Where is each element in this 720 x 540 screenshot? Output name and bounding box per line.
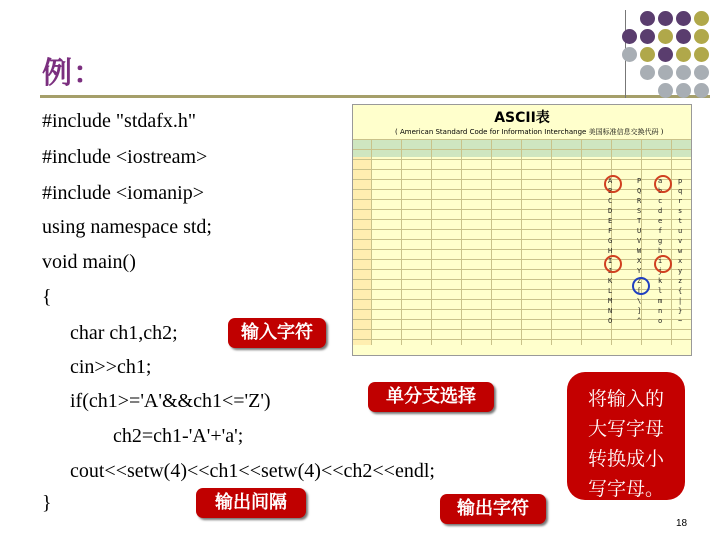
decor-dot — [658, 47, 673, 62]
ascii-cell: s — [678, 207, 683, 215]
ascii-cell: D — [608, 207, 613, 215]
ascii-cell: S — [637, 207, 642, 215]
ascii-cell: N — [608, 307, 613, 315]
note-line: 将输入的 — [587, 388, 664, 410]
page-number: 18 — [676, 518, 688, 529]
ascii-cell: i — [658, 257, 663, 265]
callout-output-char: 输出字符 — [440, 494, 546, 524]
code-line: } — [42, 492, 52, 514]
ascii-cell: b — [658, 187, 663, 195]
ascii-cell: z — [678, 277, 683, 285]
ascii-cell: f — [658, 227, 663, 235]
ascii-cell: k — [658, 277, 663, 285]
ascii-cell: v — [678, 237, 683, 245]
code-line: { — [42, 286, 52, 308]
ascii-cell: B — [608, 187, 613, 195]
code-line: using namespace std; — [42, 216, 212, 238]
decor-dot — [676, 29, 691, 44]
ascii-cell: K — [608, 277, 613, 285]
decor-dot — [676, 11, 691, 26]
ascii-cell: X — [637, 257, 642, 265]
ascii-cell: G — [608, 237, 613, 245]
ascii-cell: J — [608, 267, 613, 275]
ascii-cell: | — [678, 297, 683, 305]
decor-dot — [694, 47, 709, 62]
ascii-cell: r — [678, 197, 683, 205]
decor-dot — [694, 11, 709, 26]
highlight-circle-a — [654, 175, 672, 193]
ascii-cell: y — [678, 267, 683, 275]
ascii-grid-col — [461, 139, 462, 345]
ascii-cell: ] — [637, 307, 642, 315]
ascii-cell: } — [678, 307, 683, 315]
ascii-grid-col — [581, 139, 582, 345]
code-line: if(ch1>='A'&&ch1<='Z') — [70, 390, 271, 412]
highlight-circle-A — [604, 175, 622, 193]
ascii-cell: L — [608, 287, 613, 295]
explanation-note — [567, 372, 685, 500]
decor-dot — [658, 65, 673, 80]
ascii-cell: p — [678, 177, 683, 185]
highlight-circle-Z — [632, 277, 650, 295]
ascii-cell: m — [658, 297, 663, 305]
decor-dot — [640, 47, 655, 62]
ascii-grid-col — [431, 139, 432, 345]
code-line: #include "stdafx.h" — [42, 110, 197, 132]
code-line: cin>>ch1; — [70, 356, 152, 378]
ascii-cell: n — [658, 307, 663, 315]
code-line: #include <iostream> — [42, 146, 208, 168]
ascii-cell: Y — [637, 267, 642, 275]
code-line: char ch1,ch2; — [70, 322, 178, 344]
ascii-cell: P — [637, 177, 642, 185]
decor-dot — [676, 83, 691, 98]
ascii-cell: W — [637, 247, 642, 255]
decor-dot — [640, 29, 655, 44]
callout-input-char: 输入字符 — [228, 318, 326, 348]
ascii-cell: H — [608, 247, 613, 255]
highlight-circle-h — [654, 255, 672, 273]
ascii-cell: t — [678, 217, 683, 225]
ascii-grid-col — [671, 139, 672, 345]
callout-output-spacing: 输出间隔 — [196, 488, 306, 518]
ascii-cell: w — [678, 247, 683, 255]
ascii-cell: g — [658, 237, 663, 245]
ascii-cell: V — [637, 237, 642, 245]
ascii-cell: { — [678, 287, 683, 295]
ascii-cell: x — [678, 257, 683, 265]
code-line: ch2=ch1-'A'+'a'; — [113, 425, 244, 447]
ascii-grid-col — [551, 139, 552, 345]
ascii-cell: ^ — [637, 317, 642, 325]
ascii-cell: Q — [637, 187, 642, 195]
ascii-cell: h — [658, 247, 663, 255]
ascii-cell: \ — [637, 297, 642, 305]
decor-dot — [622, 29, 637, 44]
ascii-table-title: ASCII表 — [494, 110, 550, 126]
title-underline — [40, 95, 710, 98]
decor-dot — [658, 29, 673, 44]
decor-dot — [640, 11, 655, 26]
decor-dot — [676, 65, 691, 80]
note-line: 转换成小 — [587, 448, 664, 470]
ascii-cell: l — [658, 287, 663, 295]
ascii-cell: c — [658, 197, 663, 205]
ascii-cell: F — [608, 227, 613, 235]
ascii-cell: o — [658, 317, 663, 325]
ascii-cell: Z — [637, 277, 642, 285]
code-line: #include <iomanip> — [42, 182, 204, 204]
ascii-cell: U — [637, 227, 642, 235]
ascii-table-image — [352, 104, 692, 356]
ascii-cell: M — [608, 297, 613, 305]
ascii-grid-col — [491, 139, 492, 345]
highlight-circle-H — [604, 255, 622, 273]
ascii-cell: ~ — [678, 317, 683, 325]
ascii-cell: C — [608, 197, 613, 205]
callout-single-branch: 单分支选择 — [368, 382, 494, 412]
ascii-grid-col — [371, 139, 372, 345]
slide-title: 例： — [42, 56, 104, 91]
ascii-cell: a — [658, 177, 663, 185]
decor-dot — [676, 47, 691, 62]
ascii-cell: u — [678, 227, 683, 235]
code-line: cout<<setw(4)<<ch1<<setw(4)<<ch2<<endl; — [70, 460, 435, 482]
ascii-cell: q — [678, 187, 683, 195]
ascii-cell: T — [637, 217, 642, 225]
ascii-cell: I — [608, 257, 613, 265]
note-line: 写字母。 — [587, 478, 664, 500]
note-line: 大写字母 — [587, 418, 664, 440]
ascii-cell: R — [637, 197, 642, 205]
ascii-cell: d — [658, 207, 663, 215]
decor-dot — [658, 83, 673, 98]
ascii-cell: e — [658, 217, 663, 225]
ascii-cell: j — [658, 267, 663, 275]
decor-dot — [694, 83, 709, 98]
ascii-table-subtitle: ( American Standard Code for Information Interchange 美国标准信息交换代码 ) — [395, 128, 664, 136]
decor-dot — [622, 47, 637, 62]
ascii-cell: A — [608, 177, 613, 185]
ascii-grid-col — [521, 139, 522, 345]
decor-dot — [640, 65, 655, 80]
ascii-cell: O — [608, 317, 613, 325]
decor-dot — [694, 65, 709, 80]
decor-dot — [658, 11, 673, 26]
ascii-grid-col — [401, 139, 402, 345]
ascii-cell: E — [608, 217, 613, 225]
ascii-cell: [ — [637, 287, 642, 295]
decor-dot — [694, 29, 709, 44]
code-line: void main() — [42, 251, 136, 273]
